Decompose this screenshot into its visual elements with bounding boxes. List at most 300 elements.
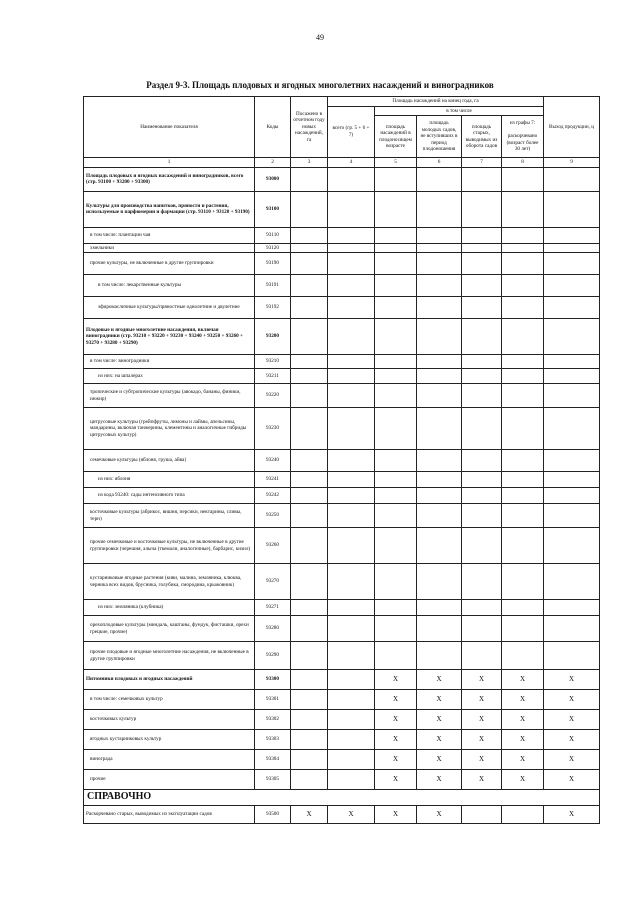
row-label: в том числе: семечковых культур [84,690,255,710]
value-cell[interactable]: X [502,690,544,710]
section-title: Раздел 9-3. Площадь плодовых и ягодных многолетних насаждений и виноградников [146,80,494,90]
row-label: прочие плодовые и ягодные многолетние насаждения, не включенные в другие группировки [84,642,255,670]
row-label: в том числе: виноградники [84,355,255,369]
value-cell[interactable]: X [375,690,417,710]
row-label: прочие культуры, не включенные в другие группировки [84,253,255,275]
value-cell[interactable] [417,167,462,191]
value-cell[interactable] [328,408,375,450]
row-code: 93120 [255,243,291,253]
value-cell[interactable] [328,488,375,504]
value-cell[interactable] [502,275,544,297]
row-code: 93242 [255,488,291,504]
table-row [84,450,600,472]
value-cell[interactable]: X [462,690,502,710]
row-label: семечковые культуры (яблоня, груша, айва) [84,450,255,472]
value-cell[interactable] [291,297,328,319]
value-cell[interactable] [328,750,375,770]
row-code: 93302 [255,710,291,730]
value-cell[interactable] [328,730,375,750]
table-row [84,369,600,384]
value-cell[interactable]: X [417,805,462,823]
row-code: 93190 [255,253,291,275]
table-row [84,297,600,319]
value-cell[interactable]: X [502,750,544,770]
value-cell[interactable] [328,528,375,564]
table-row [84,730,600,750]
value-cell[interactable] [328,384,375,408]
row-code: 93260 [255,528,291,564]
col-number: 5 [375,158,417,168]
value-cell[interactable] [328,227,375,243]
value-cell[interactable] [502,191,544,227]
value-cell[interactable] [502,600,544,616]
row-code: 93300 [255,670,291,690]
value-cell[interactable] [462,253,502,275]
row-code: 93192 [255,297,291,319]
value-cell[interactable] [291,600,328,616]
value-cell[interactable] [328,600,375,616]
col-number: 9 [544,158,600,168]
value-cell[interactable]: X [502,730,544,750]
value-cell[interactable] [462,384,502,408]
value-cell[interactable] [291,355,328,369]
row-label: винограда [84,750,255,770]
value-cell[interactable] [502,369,544,384]
row-code: 93200 [255,319,291,355]
row-label: цитрусовые культуры (грейпфруты, лимоны и лаймы, апельсины, мандарины, включая танжерины, клементины и аналогичные гибриды цитрусовых культур) [84,408,255,450]
value-cell[interactable] [291,616,328,642]
value-cell[interactable] [417,504,462,528]
table-row [84,253,600,275]
value-cell[interactable] [328,670,375,690]
header-planted: Посажено в отчетном году новых насаждений, га [291,97,328,158]
row-label: орехоплодовые культуры (миндаль, каштаны, фундук, фисташки, орехи грецкие, прочие) [84,616,255,642]
value-cell[interactable] [502,384,544,408]
value-cell[interactable] [544,600,600,616]
col-number: 3 [291,158,328,168]
value-cell[interactable]: X [462,730,502,750]
table-row [84,319,600,355]
row-label: косточковых культур [84,710,255,730]
value-cell[interactable] [291,528,328,564]
page-number: 49 [316,33,324,42]
row-code: 93270 [255,564,291,600]
header-col8-top: из графы 7: [509,120,536,127]
table-row [84,690,600,710]
value-cell[interactable] [375,227,417,243]
value-cell[interactable] [417,408,462,450]
value-cell[interactable]: X [544,710,600,730]
row-label: Питомники плодовых и ягодных насаждений [84,670,255,690]
table-row [84,472,600,488]
value-cell[interactable] [502,450,544,472]
row-label: Плодовые и ягодные многолетние насаждения, включая виноградники (стр. 93210 + 93220 + 93230 + 93240 + 93250 + 93260 + 93270 + 93280 + 93290) [84,319,255,355]
value-cell[interactable]: X [375,750,417,770]
row-label: эфиромасличные культуры/пряностные однолетние и двулетние [84,297,255,319]
value-cell[interactable]: X [502,770,544,790]
value-cell[interactable] [417,384,462,408]
value-cell[interactable] [417,472,462,488]
value-cell[interactable]: X [417,670,462,690]
row-label: в том числе: лекарственные культуры [84,275,255,297]
value-cell[interactable] [544,472,600,488]
row-code: 93280 [255,616,291,642]
value-cell[interactable]: X [375,670,417,690]
table-row [84,642,600,670]
row-label: из них: яблоня [84,472,255,488]
value-cell[interactable] [375,243,417,253]
value-cell[interactable] [328,167,375,191]
value-cell[interactable] [462,355,502,369]
row-label: Площадь плодовых и ягодных насаждений и виноградников, всего (стр. 93100 + 93200 + 93300) [84,167,255,191]
row-code: 93500 [255,805,291,823]
value-cell[interactable] [462,472,502,488]
value-cell[interactable] [291,243,328,253]
value-cell[interactable]: X [375,770,417,790]
table-row [84,564,600,600]
row-code: 93240 [255,450,291,472]
value-cell[interactable] [502,408,544,450]
value-cell[interactable] [462,167,502,191]
value-cell[interactable]: X [328,805,375,823]
value-cell[interactable] [544,297,600,319]
col-number: 6 [417,158,462,168]
header-including: в том числе [375,106,544,116]
value-cell[interactable] [502,642,544,670]
value-cell[interactable] [328,355,375,369]
value-cell[interactable] [462,297,502,319]
table-row [84,275,600,297]
value-cell[interactable] [291,319,328,355]
value-cell[interactable] [544,227,600,243]
value-cell[interactable] [328,770,375,790]
value-cell[interactable] [328,253,375,275]
row-label: косточковые культуры (абрикос, вишня, персики, нектарины, сливы, терн) [84,504,255,528]
value-cell[interactable] [375,191,417,227]
value-cell[interactable] [417,275,462,297]
row-code: 93110 [255,227,291,243]
value-cell[interactable] [417,253,462,275]
value-cell[interactable] [544,384,600,408]
value-cell[interactable] [544,243,600,253]
value-cell[interactable] [544,167,600,191]
value-cell[interactable] [417,227,462,243]
value-cell[interactable] [328,191,375,227]
value-cell[interactable] [462,243,502,253]
value-cell[interactable] [291,750,328,770]
value-cell[interactable]: X [417,710,462,730]
col-number: 8 [502,158,544,168]
value-cell[interactable] [328,710,375,730]
value-cell[interactable] [417,369,462,384]
row-label: из кода 93240: сады интенсивного типа [84,488,255,504]
value-cell[interactable] [544,504,600,528]
value-cell[interactable]: X [544,670,600,690]
value-cell[interactable] [462,191,502,227]
value-cell[interactable] [375,319,417,355]
value-cell[interactable] [291,227,328,243]
value-cell[interactable] [291,710,328,730]
value-cell[interactable]: X [544,730,600,750]
value-cell[interactable] [502,227,544,243]
reference-title: СПРАВОЧНО [84,790,600,806]
value-cell[interactable] [328,369,375,384]
value-cell[interactable] [417,528,462,564]
table-row [84,750,600,770]
row-code: 93301 [255,690,291,710]
table-row [84,355,600,369]
row-code: 93191 [255,275,291,297]
value-cell[interactable] [544,369,600,384]
table-row [84,805,600,823]
value-cell[interactable] [291,690,328,710]
value-cell[interactable] [328,564,375,600]
value-cell[interactable] [544,564,600,600]
value-cell[interactable] [291,488,328,504]
value-cell[interactable] [328,275,375,297]
row-label: из них: земляника (клубника) [84,600,255,616]
value-cell[interactable] [502,564,544,600]
value-cell[interactable] [417,450,462,472]
value-cell[interactable]: X [502,710,544,730]
row-label: в том числе: плантации чая [84,227,255,243]
row-code: 93220 [255,384,291,408]
reference-title-row [84,790,600,806]
value-cell[interactable] [291,253,328,275]
row-code: 93241 [255,472,291,488]
header-area-group: Площадь насаждений на конец года, га [328,97,544,107]
value-cell[interactable] [291,472,328,488]
value-cell[interactable]: X [417,750,462,770]
value-cell[interactable] [502,472,544,488]
value-cell[interactable] [291,670,328,690]
table-row [84,528,600,564]
column-numbers-row [84,158,600,168]
value-cell[interactable] [375,275,417,297]
value-cell[interactable] [462,600,502,616]
row-code: 93250 [255,504,291,528]
value-cell[interactable] [544,642,600,670]
value-cell[interactable] [375,472,417,488]
value-cell[interactable] [417,243,462,253]
value-cell[interactable]: X [375,730,417,750]
row-code: 93305 [255,770,291,790]
table-row [84,616,600,642]
header-code: Коды [255,97,291,158]
value-cell[interactable] [375,167,417,191]
value-cell[interactable] [417,564,462,600]
value-cell[interactable] [375,642,417,670]
value-cell[interactable] [462,450,502,472]
value-cell[interactable] [291,191,328,227]
value-cell[interactable] [328,319,375,355]
value-cell[interactable] [291,642,328,670]
table-row [84,600,600,616]
value-cell[interactable] [544,408,600,450]
value-cell[interactable] [375,253,417,275]
value-cell[interactable]: X [375,805,417,823]
row-code: 93100 [255,191,291,227]
value-cell[interactable] [291,369,328,384]
table-row [84,504,600,528]
value-cell[interactable] [291,408,328,450]
value-cell[interactable] [462,528,502,564]
value-cell[interactable]: X [462,770,502,790]
row-code: 93210 [255,355,291,369]
value-cell[interactable] [328,297,375,319]
col-number: 1 [84,158,255,168]
value-cell[interactable] [417,488,462,504]
value-cell[interactable] [375,600,417,616]
header-total: всего (гр. 5 + 6 + 7) [328,106,375,158]
value-cell[interactable]: X [291,805,328,823]
value-cell[interactable] [462,227,502,243]
table-row [84,710,600,730]
value-cell[interactable] [328,243,375,253]
value-cell[interactable] [291,275,328,297]
value-cell[interactable] [462,369,502,384]
value-cell[interactable] [417,642,462,670]
value-cell[interactable] [328,690,375,710]
value-cell[interactable] [417,616,462,642]
value-cell[interactable]: X [462,670,502,690]
row-label: Раскорчевано старых, выводимых из эксплуатации садов [84,805,255,823]
value-cell[interactable]: X [544,770,600,790]
value-cell[interactable]: X [462,710,502,730]
value-cell[interactable] [375,564,417,600]
value-cell[interactable] [462,319,502,355]
row-label: прочие семечковые и косточковые культуры, не включенные в другие группировки (черешня, алыча (ткемали, аналогичные), барбарис, кизил) [84,528,255,564]
value-cell[interactable] [544,528,600,564]
header-col7: площадь старых, выводимых из оборота садов [462,116,502,158]
row-label: кустарниковые ягодные растения (киви, малина, земляника, клюква, черника всех видов, брусника, голубика, смородина, крыжовник) [84,564,255,600]
row-code: 93290 [255,642,291,670]
row-label: из них: на шпалерах [84,369,255,384]
value-cell[interactable] [328,472,375,488]
table-row [84,243,600,253]
row-code: 93303 [255,730,291,750]
value-cell[interactable] [375,297,417,319]
value-cell[interactable] [544,253,600,275]
value-cell[interactable] [502,805,544,823]
value-cell[interactable] [291,167,328,191]
col-number: 7 [462,158,502,168]
value-cell[interactable]: X [544,690,600,710]
value-cell[interactable] [375,528,417,564]
col-number: 2 [255,158,291,168]
value-cell[interactable] [462,275,502,297]
value-cell[interactable] [462,408,502,450]
value-cell[interactable] [417,319,462,355]
value-cell[interactable]: X [417,770,462,790]
row-label: хмельники [84,243,255,253]
value-cell[interactable] [375,408,417,450]
value-cell[interactable] [462,642,502,670]
value-cell[interactable] [462,805,502,823]
value-cell[interactable] [375,488,417,504]
value-cell[interactable] [291,730,328,750]
value-cell[interactable] [502,167,544,191]
header-name: Наименование показателя [84,97,255,158]
value-cell[interactable] [375,616,417,642]
value-cell[interactable] [544,616,600,642]
row-label: Культуры для производства напитков, пряности и растения, используемые в парфюмерии и фармации (стр. 93110 + 93120 + 93190) [84,191,255,227]
value-cell[interactable] [328,642,375,670]
value-cell[interactable] [328,616,375,642]
col-number: 4 [328,158,375,168]
row-code: 93304 [255,750,291,770]
value-cell[interactable] [544,191,600,227]
value-cell[interactable]: X [375,710,417,730]
value-cell[interactable]: X [544,805,600,823]
value-cell[interactable] [291,384,328,408]
row-code: 93211 [255,369,291,384]
value-cell[interactable] [502,528,544,564]
value-cell[interactable] [417,355,462,369]
value-cell[interactable] [417,191,462,227]
value-cell[interactable]: X [417,730,462,750]
value-cell[interactable] [291,504,328,528]
value-cell[interactable] [544,275,600,297]
value-cell[interactable] [375,369,417,384]
value-cell[interactable] [502,297,544,319]
value-cell[interactable] [502,616,544,642]
table-row [84,488,600,504]
value-cell[interactable] [375,384,417,408]
value-cell[interactable] [502,319,544,355]
value-cell[interactable] [502,504,544,528]
value-cell[interactable] [291,450,328,472]
value-cell[interactable] [375,450,417,472]
value-cell[interactable] [462,504,502,528]
row-code: 93271 [255,600,291,616]
value-cell[interactable] [544,488,600,504]
table-row [84,227,600,243]
value-cell[interactable] [462,564,502,600]
value-cell[interactable] [375,504,417,528]
value-cell[interactable] [462,616,502,642]
table-row [84,408,600,450]
value-cell[interactable] [462,488,502,504]
value-cell[interactable] [417,600,462,616]
value-cell[interactable] [502,243,544,253]
table-row [84,167,600,191]
row-label: прочие [84,770,255,790]
value-cell[interactable] [544,355,600,369]
table-row [84,191,600,227]
value-cell[interactable]: X [417,690,462,710]
area-table [83,96,600,824]
value-cell[interactable] [291,564,328,600]
value-cell[interactable] [375,355,417,369]
value-cell[interactable] [502,253,544,275]
value-cell[interactable]: X [502,670,544,690]
value-cell[interactable] [328,450,375,472]
value-cell[interactable] [417,297,462,319]
value-cell[interactable] [291,770,328,790]
value-cell[interactable] [544,450,600,472]
table-row [84,770,600,790]
value-cell[interactable] [502,488,544,504]
value-cell[interactable] [544,319,600,355]
header-col5: площадь насаждений в плодоносящем возрасте [375,116,417,158]
value-cell[interactable]: X [544,750,600,770]
value-cell[interactable]: X [462,750,502,770]
value-cell[interactable] [502,355,544,369]
header-col8-text: раскорчевано (возраст более 30 лет) [506,133,539,153]
value-cell[interactable] [328,504,375,528]
header-col6: площадь молодых садов, не вступивших в период плодоношения [417,116,462,158]
